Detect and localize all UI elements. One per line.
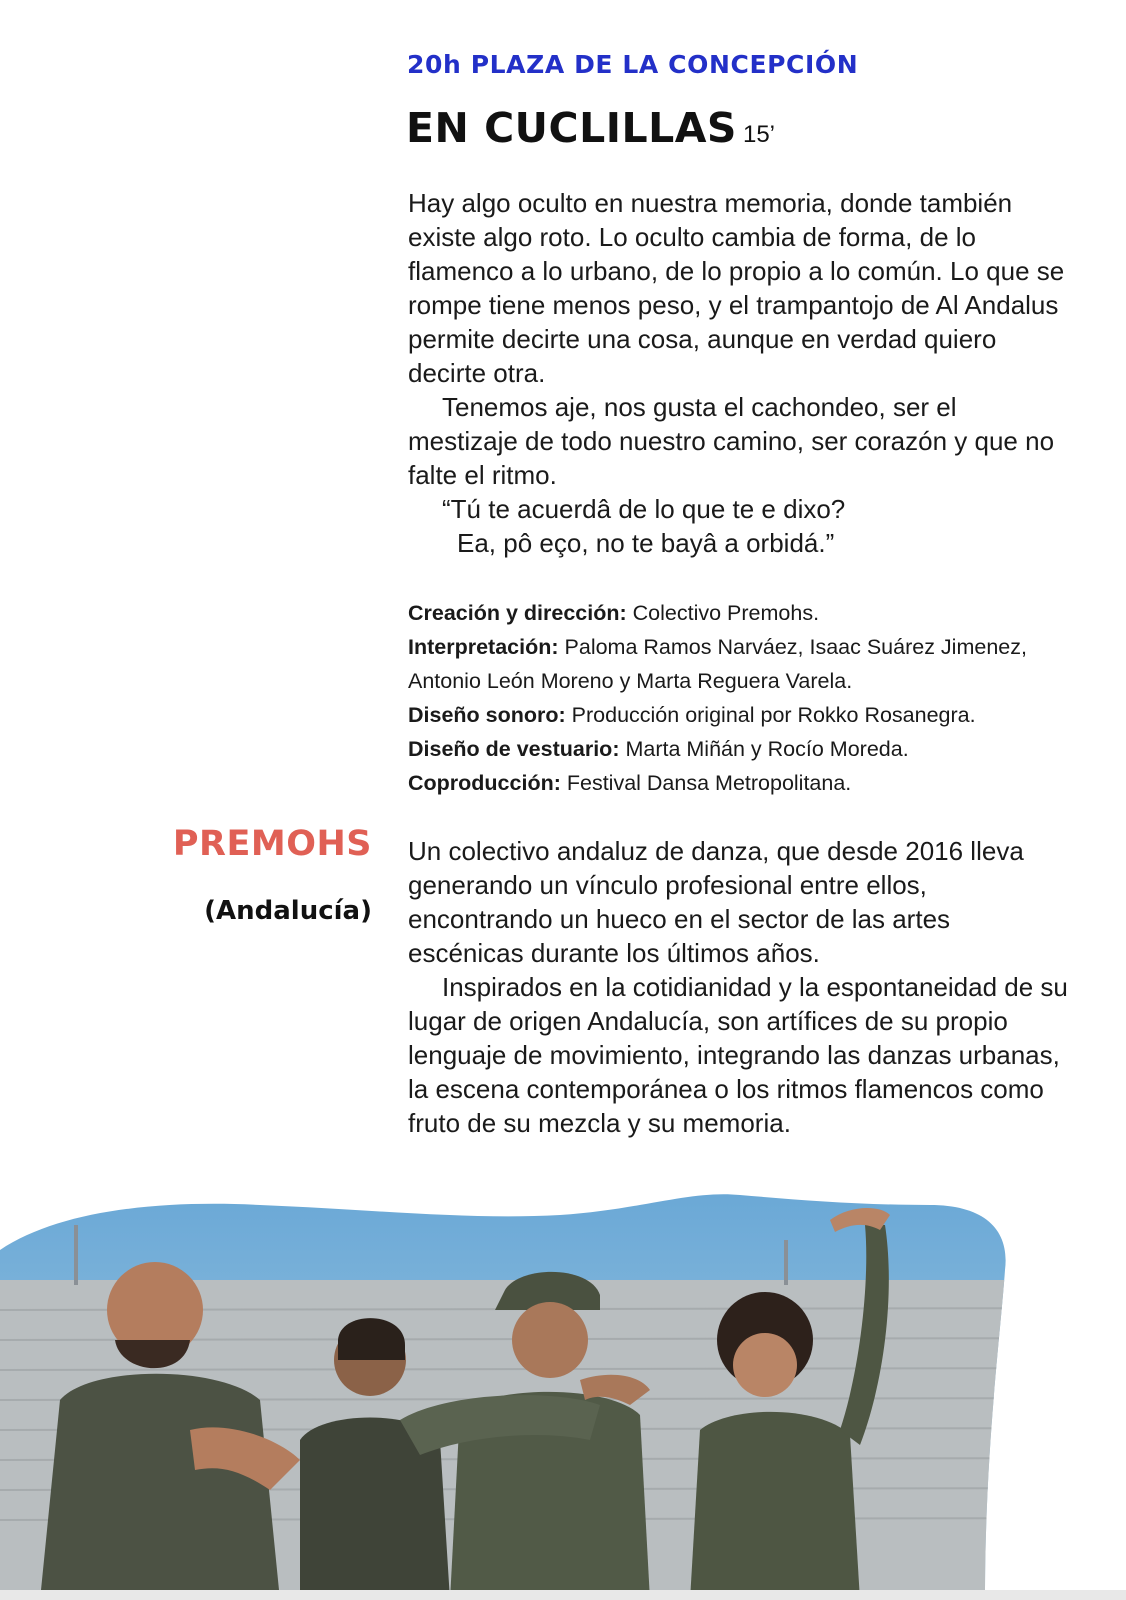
bio-paragraph: Inspirados en la cotidianidad y la espontaneidad de su lugar de origen Andalucía, son artífices de su propio lenguaje de movimiento, integrando las danzas urbanas, la escena contemporánea o los ritmos flamencos como fruto de su mezcla y su memoria. [408,972,1068,1138]
quote-line: Ea, pô eço, no te bayâ a orbidá.” [457,528,835,558]
company-name: PREMOHS [172,824,372,864]
credit-row [408,630,1088,698]
description-paragraph: Tenemos aje, nos gusta el cachondeo, ser el mestizaje de todo nuestro camino, ser corazón y que no falte el ritmo. [408,392,1055,490]
credit-value: Festival Dansa Metropolitana. [566,771,852,795]
credit-label: Diseño sonoro: [408,703,566,727]
event-time-venue: 20h PLAZA DE LA CONCEPCIÓN [407,50,859,79]
credit-value: Paloma Ramos Narváez, Isaac Suárez Jimenez, Antonio León Moreno y Marta Reguera Varela. [408,635,1027,693]
credit-label: Coproducción: [408,771,561,795]
credit-value: Colectivo Premohs. [632,601,820,625]
description-paragraph: Hay algo oculto en nuestra memoria, donde también existe algo roto. Lo oculto cambia de forma, de lo flamenco a lo urbano, de lo propio a lo común. Lo que se rompe tiene menos peso, y el trampantojo de Al Andalus permite decirte una cosa, aunque en verdad quiero decirte otra. [408,188,1065,388]
quote-line: “Tú te acuerdâ de lo que te e dixo? [442,494,846,524]
credit-label: Creación y dirección: [408,601,627,625]
credit-value: Marta Miñán y Rocío Moreda. [625,737,909,761]
credits-list [408,596,1088,800]
bottom-bar [0,1590,1126,1600]
show-title: EN CUCLILLAS [406,104,737,152]
credit-value: Producción original por Rokko Rosanegra. [571,703,976,727]
bio-paragraph: Un colectivo andaluz de danza, que desde 2016 lleva generando un vínculo profesional entre ellos, encontrando un hueco en el sector de las artes escénicas durante los últimos años. [408,836,1024,968]
credit-label: Interpretación: [408,635,559,659]
credit-row [408,766,1088,800]
show-title-row [406,104,775,152]
dancers-photo [0,1190,1126,1600]
show-description [408,186,1068,560]
credit-row [408,596,1088,630]
company-bio [408,834,1068,1140]
quote [408,492,1068,560]
credit-row [408,732,1088,766]
credit-row [408,698,1088,732]
company-region: (Andalucía) [204,896,372,926]
show-duration: 15’ [742,121,775,148]
credit-label: Diseño de vestuario: [408,737,620,761]
